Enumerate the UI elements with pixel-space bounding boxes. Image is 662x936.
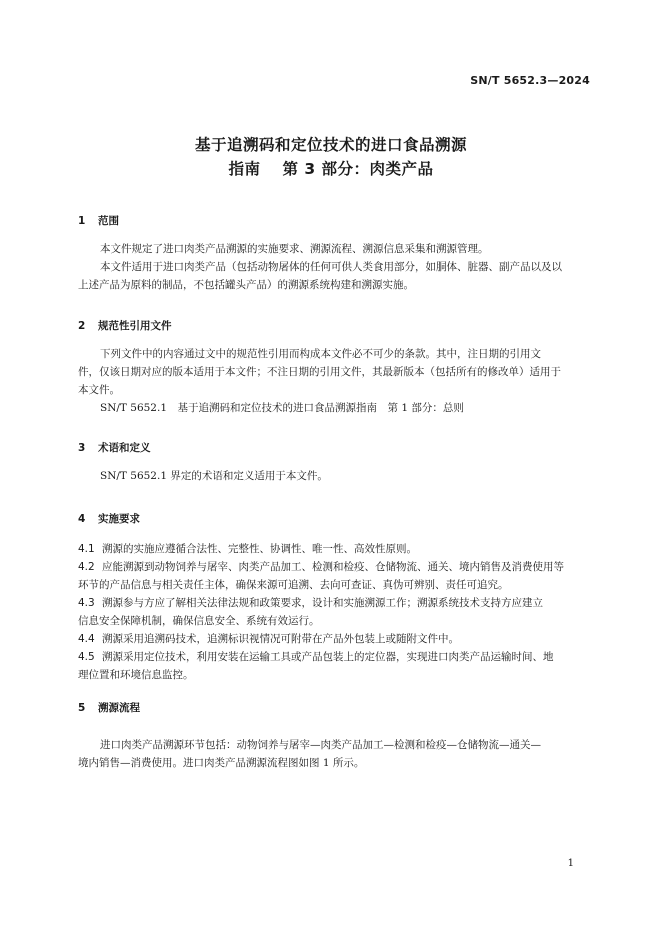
- clause-text: 溯源采用定位技术，利用安装在运输工具或产品包装上的定位器，实现进口肉类产品运输时间、地: [102, 651, 554, 663]
- clause-number: 4.2: [78, 561, 95, 573]
- document-title-line2: [0, 157, 662, 179]
- clause-text: 溯源采用追溯码技术，追溯标识视情况可附带在产品外包装上或随附文件中。: [102, 633, 459, 645]
- section-number: 4: [78, 513, 86, 525]
- section-3-body: [78, 467, 592, 485]
- paragraph-continuation: 本文件。: [78, 384, 120, 396]
- section-4-body: [78, 540, 592, 684]
- section-title: 范围: [98, 215, 119, 227]
- clause-4-1: [78, 540, 592, 558]
- clause-4-5: [78, 648, 592, 666]
- section-5-body: [78, 736, 592, 772]
- clause-text: 应能溯源到动物饲养与屠宰、肉类产品加工、检测和检疫、仓储物流、通关、境内销售及消费使用等: [102, 561, 564, 573]
- clause-4-3: [78, 594, 592, 612]
- clause-number: 4.1: [78, 543, 95, 555]
- section-title: 术语和定义: [98, 442, 151, 454]
- clause-number: 4.5: [78, 651, 95, 663]
- paragraph: 本文件规定了进口肉类产品溯源的实施要求、溯源流程、溯源信息采集和溯源管理。: [100, 243, 489, 255]
- title-line2-part: 第 3 部分：肉类产品: [282, 160, 434, 178]
- clause-number: 4.4: [78, 633, 95, 645]
- section-5-heading: [78, 700, 140, 715]
- section-title: 实施要求: [98, 513, 140, 525]
- clause-continuation: 环节的产品信息与相关责任主体，确保来源可追溯、去向可查证、真伪可辨别、责任可追究。: [78, 579, 509, 591]
- paragraph: 本文件适用于进口肉类产品（包括动物屠体的任何可供人类食用部分，如胴体、脏器、副产品以及以: [100, 261, 562, 273]
- section-number: 1: [78, 215, 86, 227]
- section-1-heading: [78, 213, 119, 228]
- page-number: 1: [567, 858, 574, 869]
- section-3-heading: [78, 440, 151, 455]
- paragraph: 下列文件中的内容通过文中的规范性引用而构成本文件必不可少的条款。其中，注日期的引用文: [100, 348, 541, 360]
- section-title: 溯源流程: [98, 702, 140, 714]
- document-title-line1: 基于追溯码和定位技术的进口食品溯源: [194, 136, 467, 154]
- clause-continuation: 理位置和环境信息监控。: [78, 669, 194, 681]
- section-number: 5: [78, 702, 86, 714]
- section-2-heading: [78, 318, 172, 333]
- section-number: 2: [78, 320, 86, 332]
- clause-4-4: [78, 630, 592, 648]
- section-1-body: [78, 240, 592, 294]
- section-title: 规范性引用文件: [98, 320, 172, 332]
- section-2-body: [78, 345, 592, 417]
- standard-code: SN/T 5652.3—2024: [470, 74, 590, 87]
- paragraph: SN/T 5652.1 界定的术语和定义适用于本文件。: [100, 470, 328, 482]
- clause-continuation: 信息安全保障机制，确保信息安全、系统有效运行。: [78, 615, 320, 627]
- paragraph: 进口肉类产品溯源环节包括：动物饲养与屠宰—肉类产品加工—检测和检疫—仓储物流—通关—: [100, 739, 541, 751]
- title-line2-prefix: 指南: [228, 160, 261, 178]
- paragraph-continuation: 境内销售—消费使用。进口肉类产品溯源流程图如图 1 所示。: [78, 757, 365, 769]
- paragraph-continuation: 上述产品为原料的制品，不包括罐头产品）的溯源系统构建和溯源实施。: [78, 279, 414, 291]
- section-number: 3: [78, 442, 86, 454]
- paragraph-continuation: 件，仅该日期对应的版本适用于本文件；不注日期的引用文件，其最新版本（包括所有的修改单）适用于: [78, 366, 561, 378]
- clause-number: 4.3: [78, 597, 95, 609]
- clause-text: 溯源参与方应了解相关法律法规和政策要求，设计和实施溯源工作；溯源系统技术支持方应建立: [102, 597, 543, 609]
- normative-reference: SN/T 5652.1 基于追溯码和定位技术的进口食品溯源指南 第 1 部分：总则: [100, 402, 464, 414]
- clause-text: 溯源的实施应遵循合法性、完整性、协调性、唯一性、高效性原则。: [102, 543, 417, 555]
- clause-4-2: [78, 558, 592, 576]
- section-4-heading: [78, 511, 140, 526]
